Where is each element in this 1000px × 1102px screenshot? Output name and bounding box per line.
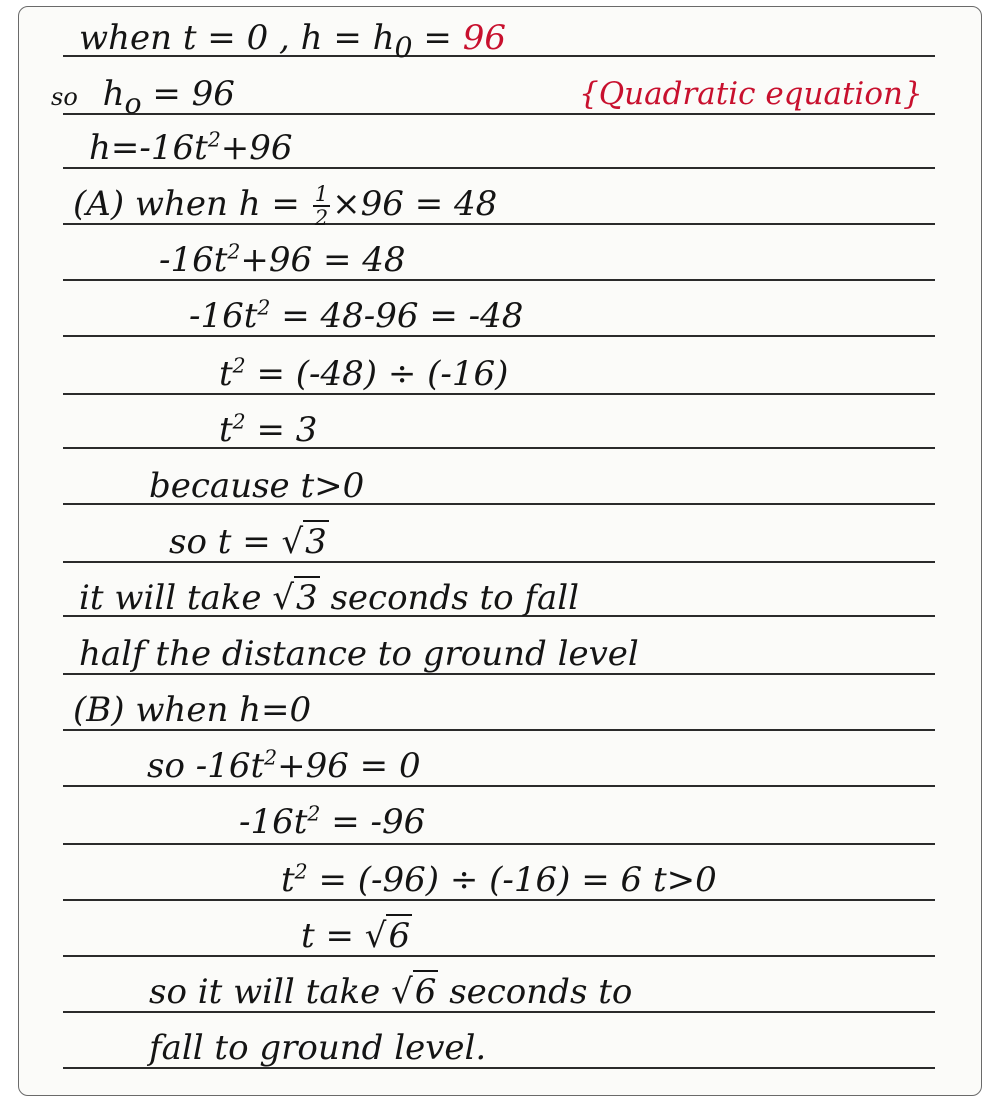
ruled-line xyxy=(63,955,935,957)
square-root: √3 xyxy=(281,522,327,562)
line-part-b-condition: (B) when h=0 xyxy=(73,690,312,730)
quadratic-equation-note: {Quadratic equation} xyxy=(579,76,923,112)
square-root: √6 xyxy=(364,916,411,956)
notebook-page xyxy=(18,6,982,1096)
line-h0-value: so $h_o = 96$ xyxy=(51,74,235,120)
line-a-conclusion-2: half the distance to ground level xyxy=(79,634,639,674)
line-b-conclusion-1: so it will take √6 seconds to xyxy=(149,972,633,1012)
line-a-step-3: $t^2 = (-48) \div (-16)$ xyxy=(219,353,509,394)
line-a-conclusion-1: it will take √3 seconds to fall xyxy=(79,578,580,618)
line-b-conclusion-2: fall to ground level. xyxy=(149,1028,487,1068)
line-initial-condition: when t = 0 , $h = h_0 = 96$ xyxy=(79,18,506,64)
line-a-step-1: $-16t^2+96 = 48$ xyxy=(159,239,406,280)
line-b-result: t = √6 xyxy=(301,916,411,956)
line-a-result: so t = √3 xyxy=(169,522,327,562)
line-part-a-condition: (A) when h = $\frac{1}{2}$ ×96 = 48 xyxy=(73,181,498,231)
line-b-step-1: so $-16t^2+96 = 0$ xyxy=(147,745,421,786)
ruled-line xyxy=(63,447,935,449)
line-b-step-2: $-16t^2 = -96$ xyxy=(239,801,426,842)
line-height-equation: $h=-16t^2+96$ xyxy=(89,127,293,168)
square-root: √3 xyxy=(272,578,318,618)
ruled-line xyxy=(63,843,935,845)
line-a-step-4: $t^2 = 3$ xyxy=(219,409,318,450)
fraction: $\frac{1}{2}$ xyxy=(314,181,329,231)
square-root: √6 xyxy=(391,972,437,1012)
line-a-because: because t>0 xyxy=(149,466,365,506)
line-b-step-3: $t^2 = (-96) \div (-16) = 6$ t>0 xyxy=(281,859,717,900)
line-a-step-2: $-16t^2 = 48-96 = -48$ xyxy=(189,295,524,336)
